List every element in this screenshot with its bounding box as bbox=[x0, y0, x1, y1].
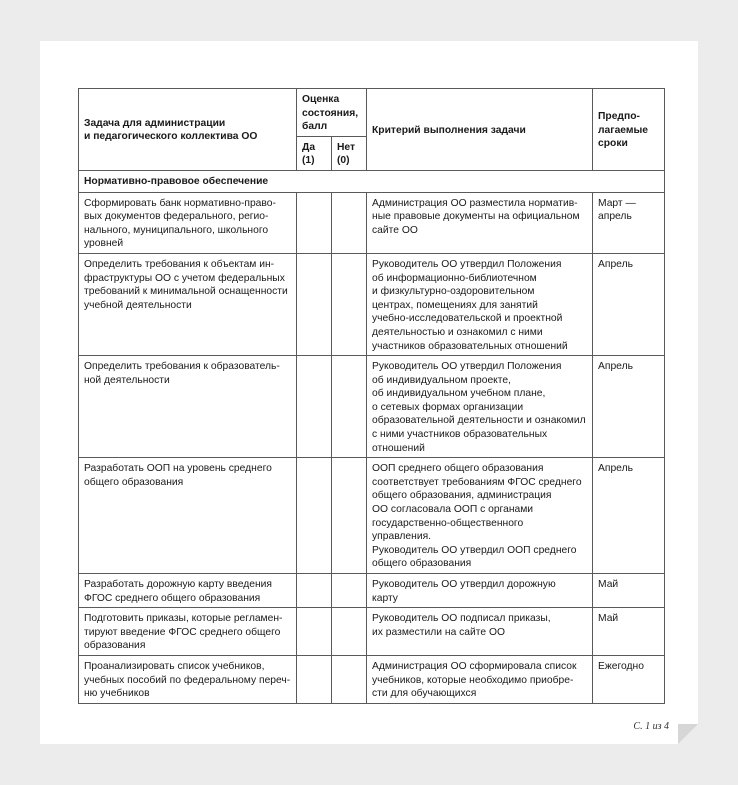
score-yes-cell[interactable] bbox=[297, 356, 332, 458]
deadline-cell: Май bbox=[593, 574, 665, 608]
criterion-cell: Руководитель ОО подписал приказы, их разместили на сайте ОО bbox=[367, 608, 593, 656]
task-cell: Определить требования к объектам ин- фраструктуры ОО с учетом федеральных требований к минимальной оснащенности учебной деятельности bbox=[79, 253, 297, 355]
score-no-cell[interactable] bbox=[332, 192, 367, 253]
document-page bbox=[40, 41, 698, 744]
criterion-cell: Руководитель ОО утвердил дорожную карту bbox=[367, 574, 593, 608]
score-yes-cell[interactable] bbox=[297, 253, 332, 355]
deadline-cell: Апрель bbox=[593, 356, 665, 458]
task-cell: Определить требования к образователь- ной деятельности bbox=[79, 356, 297, 458]
header-row bbox=[79, 89, 665, 137]
table-row bbox=[79, 608, 665, 656]
criterion-cell: ООП среднего общего образования соответствует требованиям ФГОС среднего общего образования, администрация ОО согласовала ООП с органами государственно-общественного управления. Руководитель ОО утвердил ООП среднего общего образования bbox=[367, 458, 593, 574]
task-cell: Подготовить приказы, которые регламен- тируют введение ФГОС среднего общего образования bbox=[79, 608, 297, 656]
table-row bbox=[79, 458, 665, 574]
score-yes-cell[interactable] bbox=[297, 192, 332, 253]
header-deadline: Предпо- лагаемые сроки bbox=[593, 89, 665, 171]
score-no-cell[interactable] bbox=[332, 655, 367, 703]
score-no-cell[interactable] bbox=[332, 356, 367, 458]
score-yes-cell[interactable] bbox=[297, 574, 332, 608]
deadline-cell: Май bbox=[593, 608, 665, 656]
table-row bbox=[79, 253, 665, 355]
deadline-cell: Апрель bbox=[593, 253, 665, 355]
criterion-cell: Администрация ОО разместила норматив- ные правовые документы на официальном сайте ОО bbox=[367, 192, 593, 253]
score-no-cell[interactable] bbox=[332, 458, 367, 574]
score-yes-cell[interactable] bbox=[297, 655, 332, 703]
task-cell: Сформировать банк нормативно-право- вых документов федерального, регио- нального, муниципального, школьного уровней bbox=[79, 192, 297, 253]
table-row bbox=[79, 574, 665, 608]
table-row bbox=[79, 655, 665, 703]
task-cell: Разработать ООП на уровень среднего общего образования bbox=[79, 458, 297, 574]
criterion-cell: Администрация ОО сформировала список учебников, которые необходимо приобре- сти для обучающихся bbox=[367, 655, 593, 703]
table-row bbox=[79, 192, 665, 253]
deadline-cell: Апрель bbox=[593, 458, 665, 574]
score-no-cell[interactable] bbox=[332, 253, 367, 355]
page-corner-fold bbox=[678, 724, 698, 744]
section-row bbox=[79, 170, 665, 192]
section-title: Нормативно-правовое обеспечение bbox=[79, 170, 665, 192]
score-yes-cell[interactable] bbox=[297, 608, 332, 656]
header-criterion: Критерий выполнения задачи bbox=[367, 89, 593, 171]
page-number: С. 1 из 4 bbox=[633, 721, 669, 732]
score-no-cell[interactable] bbox=[332, 608, 367, 656]
header-score: Оценка состояния, балл bbox=[297, 89, 367, 137]
header-yes: Да (1) bbox=[297, 136, 332, 170]
criterion-cell: Руководитель ОО утвердил Положения об индивидуальном проекте, об индивидуальном учебном плане, о сетевых формах организации образовательной деятельности и ознакомил с ними участников образовательных отношений bbox=[367, 356, 593, 458]
table-row bbox=[79, 356, 665, 458]
task-cell: Проанализировать список учебников, учебных пособий по федеральному переч- ню учебников bbox=[79, 655, 297, 703]
criterion-cell: Руководитель ОО утвердил Положения об информационно-библиотечном и физкультурно-оздоровительном центрах, помещениях для занятий учебно-исследовательской и проектной деятельностью и ознакомил с ними участников образовательных отношений bbox=[367, 253, 593, 355]
score-no-cell[interactable] bbox=[332, 574, 367, 608]
header-task: Задача для администрации и педагогического коллектива ОО bbox=[79, 89, 297, 171]
header-no: Нет (0) bbox=[332, 136, 367, 170]
plan-table bbox=[78, 88, 665, 704]
score-yes-cell[interactable] bbox=[297, 458, 332, 574]
deadline-cell: Ежегодно bbox=[593, 655, 665, 703]
task-cell: Разработать дорожную карту введения ФГОС среднего общего образования bbox=[79, 574, 297, 608]
deadline-cell: Март — апрель bbox=[593, 192, 665, 253]
